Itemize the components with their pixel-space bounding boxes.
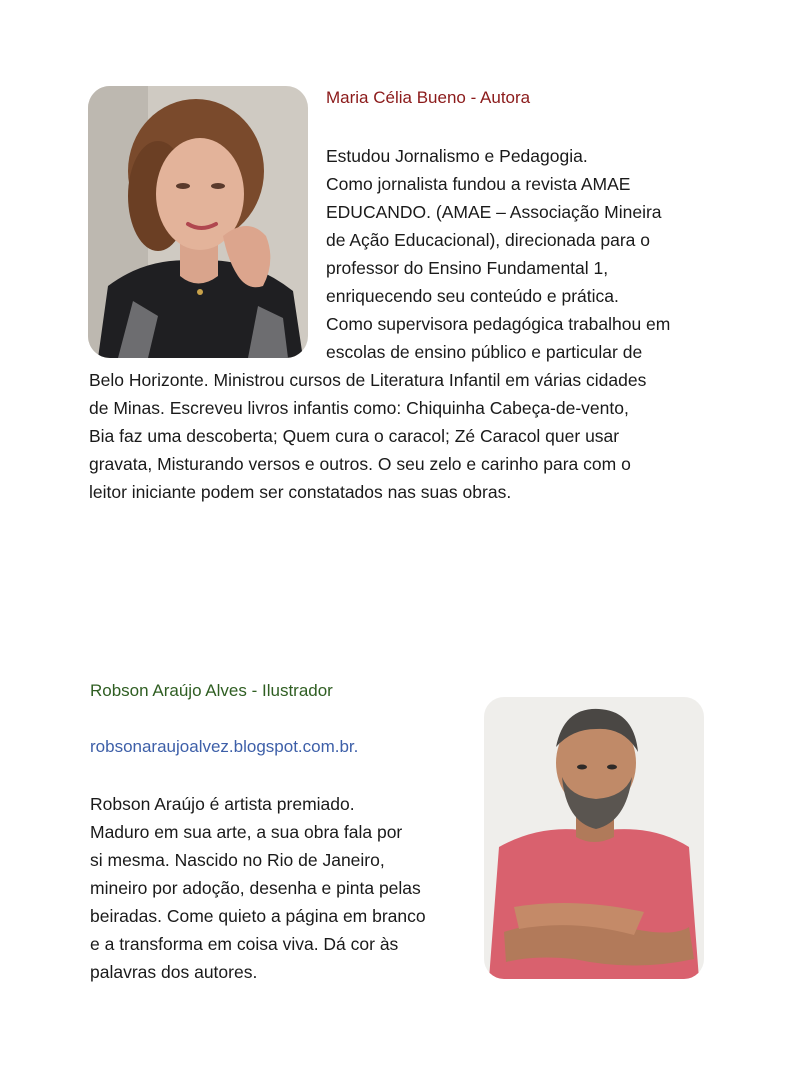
- illustrator-bio-line: palavras dos autores.: [90, 962, 258, 982]
- author-bio-line: Estudou Jornalismo e Pedagogia.: [326, 146, 588, 166]
- author-photo: [88, 86, 308, 358]
- illustrator-blog-link[interactable]: robsonaraujoalvez.blogspot.com.br.: [90, 737, 359, 756]
- illustrator-photo: [484, 697, 704, 979]
- author-bio-line: Bia faz uma descoberta; Quem cura o caracol; Zé Caracol quer usar: [89, 426, 620, 446]
- illustrator-bio-line: Robson Araújo é artista premiado.: [90, 794, 355, 814]
- illustrator-bio-line: mineiro por adoção, desenha e pinta pelas: [90, 878, 421, 898]
- illustrator-bio-line: e a transforma em coisa viva. Dá cor às: [90, 934, 399, 954]
- author-bio-line: de Ação Educacional), direcionada para o: [326, 230, 650, 250]
- author-bio-line: EDUCANDO. (AMAE – Associação Mineira: [326, 202, 662, 222]
- author-bio-line: professor do Ensino Fundamental 1,: [326, 258, 609, 278]
- author-heading: Maria Célia Bueno - Autora: [326, 88, 531, 107]
- illustrator-bio-line: Maduro em sua arte, a sua obra fala por: [90, 822, 403, 842]
- illustrator-heading: Robson Araújo Alves - Ilustrador: [90, 681, 333, 700]
- illustrator-bio-line: si mesma. Nascido no Rio de Janeiro,: [90, 850, 385, 870]
- author-bio-line: gravata, Misturando versos e outros. O seu zelo e carinho para com o: [89, 454, 631, 474]
- author-bio-line: leitor iniciante podem ser constatados nas suas obras.: [89, 482, 512, 502]
- author-bio-line: de Minas. Escreveu livros infantis como: Chiquinha Cabeça-de-vento,: [89, 398, 629, 418]
- author-bio-line: Como supervisora pedagógica trabalhou em: [326, 314, 671, 334]
- author-bio-line: enriquecendo seu conteúdo e prática.: [326, 286, 619, 306]
- author-bio-line: Belo Horizonte. Ministrou cursos de Literatura Infantil em várias cidades: [89, 370, 647, 390]
- illustrator-bio-line: beiradas. Come quieto a página em branco: [90, 906, 426, 926]
- author-bio-line: Como jornalista fundou a revista AMAE: [326, 174, 631, 194]
- author-bio-line: escolas de ensino público e particular de: [326, 342, 643, 362]
